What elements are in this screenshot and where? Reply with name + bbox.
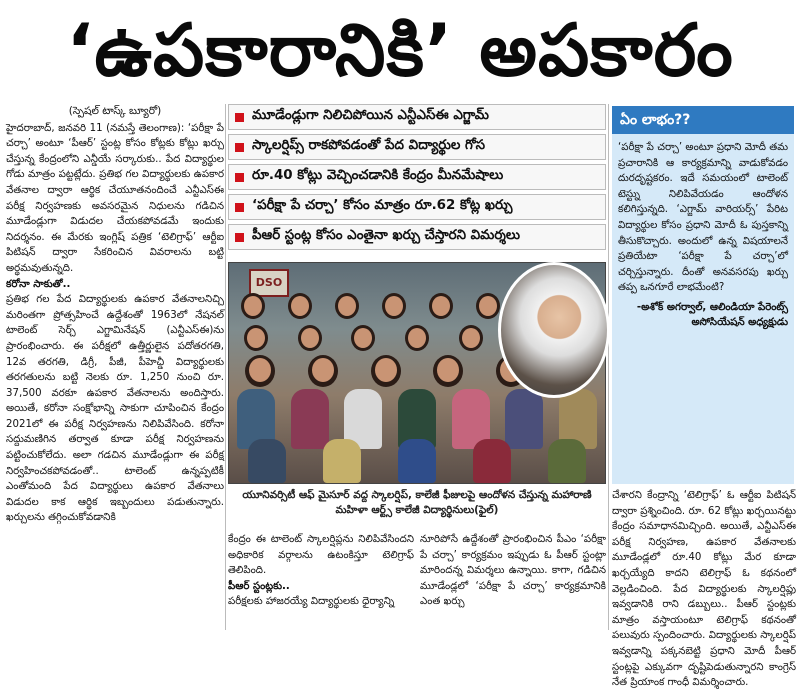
paragraph: చేశారని కేంద్రాన్ని ‘టెలిగ్రాఫ్’ ఓ ఆర్టీఐ పిటిషన్ ద్వారా ప్రశ్నించింది. రూ. 62 కోట్లు ఖర్చయినట్టు కేంద్రం సమాధానమిచ్చింది. అయితే, ఎన్టీఎస్ఈ పరీక్ష నిర్వహణ, ఉపకార వేతనాలకు మూడేండ్లలో రూ.40 కోట్లు మేర కూడా ఖర్చయ్యేది కాదని టెలిగ్రాఫ్ ఓ కథనంలో వెల్లడించింది. పేద విద్యార్థులకు స్కాలర్షిప్లు ఇవ్వడానికి రాని డబ్బులు.. పీఆర్ స్టంట్లకు మాత్రం వస్తాయంటూ టెలిగ్రాఫ్ కథనంతో పలువురు స్పందించారు. విద్యార్థులకు స్కాలర్షిప్ ఇవ్వడాన్ని పక్కనబెట్టి ప్రధాని మోదీ పీఆర్ స్టంట్లపై ఎక్కువగా దృష్టిపెడుతున్నారని కాంగ్రెస్ నేత ప్రియాంక గాంధీ విమర్శించారు.	[612, 490, 796, 689]
column-divider	[608, 104, 609, 630]
highlights-list	[228, 104, 606, 256]
sidebar-author: -అశోక్ అగర్వాల్, ఆలిండియా పేరెంట్స్ అసోసియేషన్ అధ్యక్షుడు	[636, 301, 788, 328]
bullet-square-icon	[235, 143, 244, 152]
subhead-pr-stunts: పీఆర్ స్టంట్లకు..	[228, 580, 290, 592]
photo-caption: యూనివర్సిటీ ఆఫ్ మైసూర్ వద్ద స్కాలర్షిప్, కాలేజీ ఫీజులపై ఆందోళన చేస్తున్న మహారాణి మహిళా ఆర్ట్స్ కాలేజీ విద్యార్థినులు(ఫైల్)	[242, 489, 592, 516]
paragraph: నూరిపోసే ఉద్దేశంతో ప్రారంభించిన పీఎం ‘పరీక్షా పే చర్చా’ కార్యక్రమం ఇప్పుడు ఓ పీఆర్ స్టంట్లా మారిందన్న విమర్శలు ఉన్నాయి. కాగా, గడిచిన మూడేండ్లలో ‘పరీక్షా పే చర్చా’ కార్యక్రమానికి ఎంత ఖర్చు	[420, 534, 606, 608]
sidebar-title: ఏం లాభం??	[612, 106, 794, 134]
left-column	[6, 104, 224, 630]
highlight-item: మూడేండ్లుగా నిలిచిపోయిన ఎన్టీఎస్ఈ ఎగ్జామ్	[228, 104, 606, 130]
bullet-square-icon	[235, 233, 244, 242]
middle-bottom-column-2	[420, 532, 606, 630]
headline: ‘ఉపకారానికి’ అపకారం	[66, 8, 734, 92]
highlight-item: ‘పరీక్షా పే చర్చా’ కోసం మాత్రం రూ.62 కోట్ల ఖర్చు	[228, 194, 606, 220]
highlight-item: పీఆర్ స్టంట్ల కోసం ఎంతైనా ఖర్చు చేస్తారని విమర్శలు	[228, 224, 606, 250]
middle-bottom-column-1	[228, 532, 414, 630]
inset-portrait-photo	[498, 262, 610, 398]
paragraph: పరీక్షలకు హాజరయ్యే విద్యార్థులకు ధైర్యాన్ని	[228, 596, 395, 608]
paragraph: కేంద్రం ఈ టాలెంట్ స్కాలర్షిప్లను నిలిపివేసిందని అధికారిక వర్గాలను ఉటంకిస్తూ టెలిగ్రాఫ్ తెలిపింది.	[228, 534, 414, 577]
byline: (స్పెషల్ టాస్క్ బ్యూరో)	[68, 105, 162, 117]
highlight-item: స్కాలర్షిప్స్ రాకపోవడంతో పేద విద్యార్థుల గోస	[228, 134, 606, 160]
right-bottom-column	[612, 488, 796, 689]
column-divider	[225, 104, 226, 630]
sidebar-quote-box	[612, 134, 794, 484]
highlight-item: రూ.40 కోట్లు వెచ్చించడానికి కేంద్రం మీనమేషాలు	[228, 164, 606, 190]
bullet-square-icon	[235, 173, 244, 182]
lead-paragraph: హైదరాబాద్, జనవరి 11 (నమస్తే తెలంగాణ): ‘పరీక్షా పే చర్చా’ అంటూ ‘పీఆర్’ స్టంట్ల కోసం కోట్లకు కోట్లు ఖర్చు చేస్తున్న కేంద్రంలోని ఎన్డీయే సర్కారుకు.. పేద విద్యార్థుల గోడు మాత్రం పట్టట్లేదు. ప్రతిభ గల విద్యార్థులకు ఉపకార వేతనాల ద్వారా ఆర్థిక చేయూతనందించే ఎన్టీఎస్ఈ పరీక్ష నిర్వహణకు అవసరమైన నిధులను గడిచిన మూడేండ్లుగా విడుదల చేయకపోవడమే ఇందుకు నిదర్శనం. ఈ మేరకు ఇంగ్లిష్ పత్రిక ‘టెలిగ్రాఫ్’ ఆర్టీఐ పిటిషన్ ద్వారా సేకరించిన వివరాలను బట్టి అర్థమవుతున్నది.	[6, 122, 224, 274]
subhead-corona: కరోనా సాకుతో..	[6, 278, 71, 290]
crowd-bags	[229, 439, 605, 483]
protest-sign: DSO	[249, 269, 289, 297]
sidebar-quote: ‘పరీక్షా పే చర్చా’ అంటూ ప్రధాని మోదీ తమ ప్రచారానికి ఆ కార్యక్రమాన్ని వాడుకోవడం దురదృష్టకరం. ఇదే సమయంలో టాలెంట్ టెస్ట్ను నిలిపివేయడం ఆందోళన కలిగిస్తున్నది. ‘ఎగ్జామ్ వారియర్స్’ పేరిట విద్యార్థుల కోసం ప్రధాని మోదీ ఓ పుస్తకాన్ని తీసుకొచ్చారు. అందులో ఉన్న విషయాలనే ప్రతియేటా ‘పరీక్షా పే చర్చా’లో చర్చిస్తున్నారు. దీంతో అనవసరపు ఖర్చు తప్ప ఒనగూరే లాభమేంటి?	[618, 142, 788, 294]
body-paragraph: ప్రతిభ గల పేద విద్యార్థులకు ఉపకార వేతనాలనిచ్చి మరింతగా ప్రోత్సహించే ఉద్దేశంతో 1963లో నేషనల్ టాలెంట్ సెర్చ్ ఎగ్జామినేషన్ (ఎన్టీఎస్ఈ)ను ప్రారంభించారు. ఈ పరీక్షలో ఉత్తీర్ణులైన పదోతరగతి, 12వ తరగతి, డిగ్రీ, పీజీ, పీహెచ్డీ విద్యార్థులకు తరగతులను బట్టి నెలకు రూ. 1,250 నుంచి రూ. 37,500 వరకూ ఉపకార వేతనాలను అందిస్తారు. అయితే, కరోనా సంక్షోభాన్ని సాకుగా చూపించిన కేంద్రం 2021లో ఈ పరీక్ష నిర్వహణను నిలిపివేసింది. కరోనా సద్దుమణిగిన తర్వాత కూడా పరీక్ష నిర్వహణను పట్టించుకోలేదు. అలా గడచిన మూడేండ్లుగా ఈ పరీక్ష నిర్వహించకపోవడంతో.. టాలెంట్ ఉన్నప్పటికీ ఎంతోమంది పేద విద్యార్థులు ఉపకార వేతనాలు విడుదల కాక ఆర్థిక ఇబ్బందులు పడుతున్నారు. ఖర్చులను తగ్గించుకోవడానికి	[6, 294, 224, 524]
bullet-square-icon	[235, 113, 244, 122]
bullet-square-icon	[235, 203, 244, 212]
